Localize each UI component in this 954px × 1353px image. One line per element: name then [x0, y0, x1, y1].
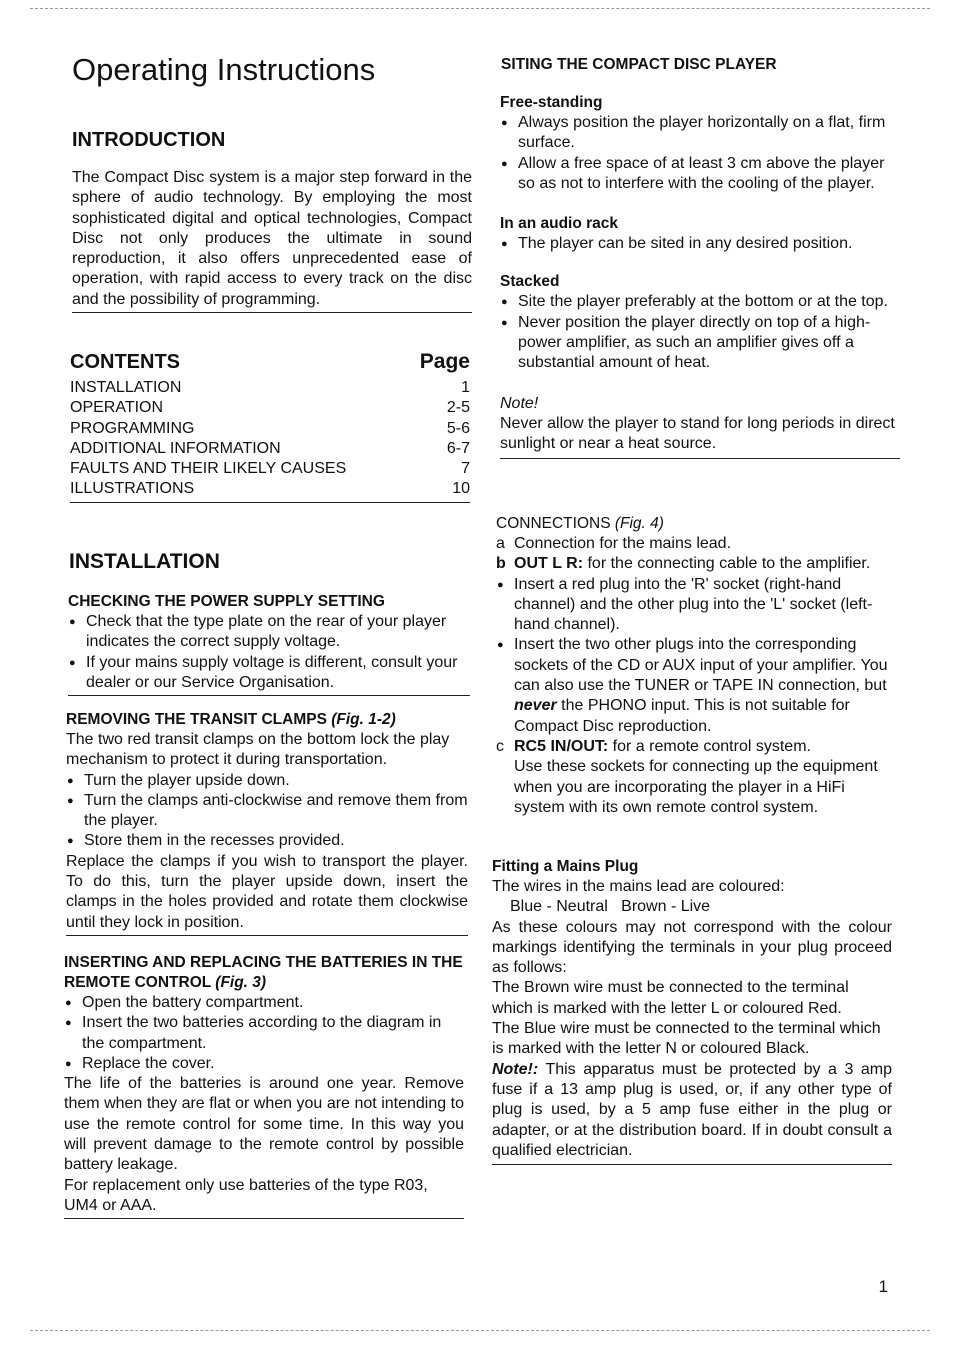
list-item: ● Insert the two batteries according to the diagram in the compartment.	[64, 1013, 464, 1054]
freestanding-list	[500, 113, 900, 194]
mains-plug-line2: Blue - Neutral Brown - Live	[510, 898, 711, 916]
connections-section	[496, 514, 898, 818]
list-item: c RC5 IN/OUT: for a remote control system.	[496, 737, 811, 755]
transit-clamps-section	[66, 710, 468, 936]
toc-item: FAULTS AND THEIR LIKELY CAUSES 7	[70, 460, 470, 478]
siting-heading: SITING THE COMPACT DISC PLAYER	[501, 56, 777, 73]
mains-plug-note: Note!: This apparatus must be protected by a 3 amp fuse if a 13 amp plug is used, or, if any other type of plug is used, by a 5 amp fuse either in the plug or adapter, or at the distribution board. If in doubt consult a qualified electrician.	[492, 1060, 892, 1165]
list-item: ● Open the battery compartment.	[64, 993, 464, 1013]
introduction-text: The Compact Disc system is a major step forward in the sphere of audio technology. By employing the most sophisticated digital and optical technologies, Compact Disc not only produces the ultimate in sound reproduction, it also offers unprecedented ease of operation, with rapid access to every track on the disc and the possibility of programming.	[72, 168, 472, 313]
list-item: ● Store them in the recesses provided.	[66, 831, 468, 851]
connections-list-c	[496, 737, 898, 818]
introduction-heading: INTRODUCTION	[72, 129, 226, 151]
connections-list	[496, 534, 898, 575]
toc-item: OPERATION 2-5	[70, 399, 470, 417]
toc-item: ILLUSTRATIONS 10	[70, 480, 470, 498]
batteries-list	[64, 993, 464, 1074]
transit-clamps-heading: REMOVING THE TRANSIT CLAMPS	[66, 711, 327, 728]
list-item: ● Allow a free space of at least 3 cm above the player so as not to interfere with the cooling of the player.	[500, 154, 900, 195]
bottom-border	[30, 1330, 930, 1331]
list-item: Use these sockets for connecting up the equipment when you are incorporating the player in a HiFi system with its own remote control system.	[514, 758, 878, 816]
list-item: ● Site the player preferably at the bottom or at the top.	[500, 292, 900, 312]
contents-list	[70, 378, 470, 503]
toc-item: PROGRAMMING 5-6	[70, 419, 470, 437]
batteries-fig: (Fig. 3)	[215, 974, 267, 991]
page-title: Operating Instructions	[72, 52, 376, 87]
batteries-life-text: The life of the batteries is around one year. Remove them when they are flat or when you are not intending to use the remote control for some time. In this way you will prevent damage to the remote control by possible battery leakage.	[64, 1075, 464, 1174]
connections-fig: (Fig. 4)	[614, 515, 664, 532]
siting-note-text: Never allow the player to stand for long periods in direct sunlight or near a heat source.	[500, 414, 900, 459]
rack-heading: In an audio rack	[500, 215, 619, 233]
power-supply-list	[68, 612, 470, 696]
transit-clamps-intro: The two red transit clamps on the bottom lock the play mechanism to protect it during transportation.	[66, 731, 450, 769]
installation-section	[69, 550, 469, 574]
list-item: ● Insert a red plug into the 'R' socket (right-hand channel) and the other plug into the 'L' socket (left-hand channel).	[496, 575, 898, 636]
installation-heading: INSTALLATION	[69, 550, 220, 573]
siting-note-label: Note!	[500, 394, 539, 412]
transit-clamps-fig: (Fig. 1-2)	[331, 711, 396, 728]
list-item: ● Turn the clamps anti-clockwise and remove them from the player.	[66, 791, 468, 832]
batteries-section	[64, 953, 464, 1219]
page-number: 1	[878, 1277, 888, 1296]
toc-item: INSTALLATION 1	[70, 379, 470, 396]
toc-item: ADDITIONAL INFORMATION 6-7	[70, 439, 470, 457]
list-item: ● Never position the player directly on top of a high-power amplifier, as such an amplifier gives off a substantial amount of heat.	[500, 313, 900, 374]
list-item: ● Turn the player upside down.	[66, 771, 468, 791]
mains-plug-section	[492, 857, 892, 1165]
mains-plug-line1: The wires in the mains lead are coloured:	[492, 878, 785, 895]
list-item: ● The player can be sited in any desired position.	[500, 234, 900, 254]
list-item: ● Always position the player horizontally on a flat, firm surface.	[500, 113, 900, 154]
mains-plug-para3: The Blue wire must be connected to the terminal which is marked with the letter N or coloured Black.	[492, 1020, 881, 1058]
contents-page-label: Page	[419, 350, 470, 373]
stacked-list	[500, 292, 900, 373]
transit-clamps-outro: Replace the clamps if you wish to transport the player. To do this, turn the player upside down, insert the clamps in the holes provided and rotate them clockwise until they lock in position.	[66, 852, 468, 936]
rack-list	[500, 234, 900, 254]
introduction-section	[72, 128, 472, 313]
list-item: a Connection for the mains lead.	[496, 535, 732, 552]
list-item: ● Check that the type plate on the rear of your player indicates the correct supply voltage.	[68, 612, 470, 653]
list-item: ● If your mains supply voltage is different, consult your dealer or our Service Organisation.	[68, 653, 470, 694]
contents-section	[70, 350, 470, 503]
connections-heading: CONNECTIONS	[496, 515, 611, 532]
batteries-type-text: For replacement only use batteries of the type R03, UM4 or AAA.	[64, 1176, 464, 1220]
contents-heading: CONTENTS	[70, 351, 180, 373]
freestanding-heading: Free-standing	[500, 94, 603, 111]
batteries-heading: INSERTING AND REPLACING THE BATTERIES IN THE REMOTE CONTROL	[64, 954, 463, 991]
transit-clamps-list	[66, 771, 468, 852]
top-border	[30, 8, 930, 9]
mains-plug-para2: The Brown wire must be connected to the terminal which is marked with the letter L or coloured Red.	[492, 979, 849, 1017]
mains-plug-heading: Fitting a Mains Plug	[492, 858, 639, 875]
siting-section	[500, 93, 900, 459]
stacked-heading: Stacked	[500, 273, 560, 291]
mains-plug-para1: As these colours may not correspond with the colour markings identifying the terminals in your plug proceed as follows:	[492, 918, 892, 977]
power-supply-heading: CHECKING THE POWER SUPPLY SETTING	[68, 593, 385, 610]
list-item: ● Insert the two other plugs into the corresponding sockets of the CD or AUX input of your amplifier. You can also use the TUNER or TAPE IN connection, but never the PHONO input. This is not suitable for Compact Disc reproduction.	[496, 635, 898, 736]
connections-bullets	[496, 575, 898, 737]
list-item: ● Replace the cover.	[64, 1054, 464, 1074]
power-supply-section	[68, 592, 470, 696]
list-item: b OUT L R: for the connecting cable to the amplifier.	[496, 555, 871, 573]
